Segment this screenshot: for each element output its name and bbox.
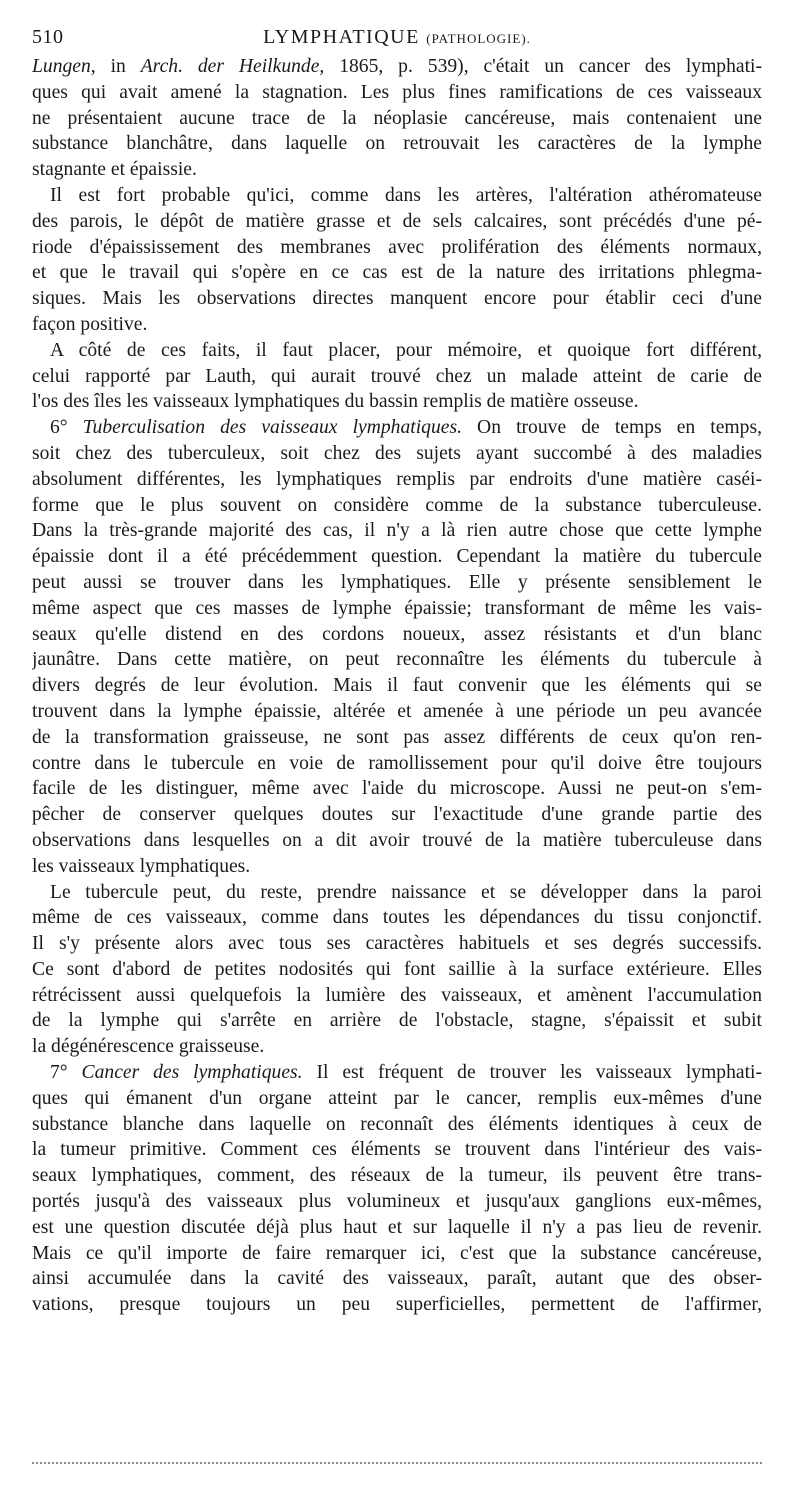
text-run: l'os des îles les vaisseaux lymphatiques du bassin remplis de matière osseuse. [32, 391, 639, 413]
text-line [32, 1189, 762, 1215]
text-line [32, 1292, 762, 1318]
text-line [32, 338, 762, 364]
text-line [32, 54, 762, 80]
running-head [32, 18, 762, 54]
text-line [32, 106, 762, 132]
text-line [32, 1215, 762, 1241]
text-run: ques qui avait amené la stagnation. Les plus fines ramifications de ces vaisseaux [32, 81, 762, 103]
text-run: Dans la très-grande majorité des cas, il n'y a là rien autre chose que cette lymphe [32, 520, 762, 542]
text-run: vations, presque toujours un peu superficielles, permettent de l'affirmer, [32, 1294, 762, 1316]
text-line [32, 312, 762, 338]
text-run: les vaisseaux lymphatiques. [32, 855, 251, 877]
text-run: 6° [50, 417, 83, 439]
text-line [32, 1137, 762, 1163]
header-title: LYMPHATIQUE [263, 26, 420, 48]
text-run: ne présentaient aucune trace de la néoplasie cancéreuse, mais contenaient une [32, 107, 762, 129]
text-run: seaux qu'elle distend en des cordons noueux, assez résistants et d'un blanc [32, 623, 762, 645]
text-line [32, 905, 762, 931]
text-run: siques. Mais les observations directes manquent encore pour établir ceci d'une [32, 288, 762, 310]
text-line [32, 364, 762, 390]
text-line [32, 209, 762, 235]
text-run: Ce sont d'abord de petites nodosités qui font saillie à la surface extérieure. Elles [32, 958, 762, 980]
text-run: celui rapporté par Lauth, qui aurait trouvé chez un malade atteint de carie de [32, 365, 762, 387]
text-run: , in [90, 56, 141, 77]
text-line [32, 647, 762, 673]
page-number: 510 [32, 26, 64, 48]
page-header-title [32, 26, 762, 49]
text-run: et que le travail qui s'opère en ce cas est de la nature des irritations phlegma- [32, 262, 762, 284]
text-line [32, 157, 762, 183]
text-run: soit chez des tuberculeux, soit chez des sujets ayant succombé à des maladies [32, 442, 762, 464]
text-run: ques qui émanent d'un organe atteint par le cancer, remplis eux-mêmes d'une [32, 1087, 762, 1109]
text-run: seaux lymphatiques, comment, des réseaux de la tumeur, ils peuvent être trans- [32, 1165, 762, 1187]
text-line [32, 493, 762, 519]
text-run: riode d'épaississement des membranes avec prolifération des éléments normaux, [32, 236, 762, 258]
text-line [32, 983, 762, 1009]
text-line [32, 622, 762, 648]
header-subtitle: (PATHOLOGIE). [426, 31, 531, 46]
text-line [32, 776, 762, 802]
text-line [32, 570, 762, 596]
text-line [32, 957, 762, 983]
text-run: la tumeur primitive. Comment ces éléments se trouvent dans l'intérieur des vais- [32, 1139, 762, 1161]
text-run: ainsi accumulée dans la cavité des vaisseaux, paraît, autant que des obser- [32, 1268, 762, 1290]
text-run: de la lymphe qui s'arrête en arrière de l'obstacle, stagne, s'épaissit et subit [32, 1010, 762, 1032]
text-run: pêcher de conserver quelques doutes sur l'exactitude d'une grande partie des [32, 804, 762, 826]
text-run: absolument différentes, les lymphatiques remplis par endroits d'une matière caséi- [32, 468, 762, 490]
text-run: même aspect que ces masses de lymphe épaissie; transformant de même les vais- [32, 597, 762, 619]
document-page [32, 18, 762, 1318]
text-line [32, 467, 762, 493]
text-line [32, 441, 762, 467]
text-line [32, 699, 762, 725]
text-run: trouvent dans la lymphe épaissie, altérée et amenée à une période un peu avancée [32, 700, 762, 722]
text-run: 7° [50, 1062, 82, 1084]
text-line [32, 802, 762, 828]
text-line [32, 518, 762, 544]
footer-rule [32, 1462, 762, 1464]
text-run: Il s'y présente alors avec tous ses caractères habituels et ses degrés successifs. [32, 933, 762, 955]
text-line [32, 1008, 762, 1034]
text-run: Mais ce qu'il importe de faire remarquer ici, c'est que la substance cancéreuse, [32, 1242, 762, 1264]
text-run: jaunâtre. Dans cette matière, on peut reconnaître les éléments du tubercule à [32, 649, 762, 671]
text-run: divers degrés de leur évolution. Mais il faut convenir que les éléments qui se [32, 675, 762, 697]
text-run: Le tubercule peut, du reste, prendre naissance et se développer dans la paroi [50, 881, 762, 903]
text-run: est une question discutée déjà plus haut et sur laquelle il n'y a pas lieu de revenir. [32, 1216, 762, 1238]
text-line [32, 1112, 762, 1138]
text-line [32, 880, 762, 906]
text-line [32, 1086, 762, 1112]
text-line [32, 1266, 762, 1292]
text-run: même de ces vaisseaux, comme dans toutes les dépendances du tissu conjonctif. [32, 907, 762, 929]
text-run: portés jusqu'à des vaisseaux plus volumineux et jusqu'aux ganglions eux-mêmes, [32, 1191, 762, 1213]
text-run: substance blanchâtre, dans laquelle on retrouvait les caractères de la lymphe [32, 133, 762, 155]
text-run: forme que le plus souvent on considère comme de la substance tuberculeuse. [32, 494, 762, 516]
text-line [32, 828, 762, 854]
text-line [32, 286, 762, 312]
text-run: On trouve de temps en temps, [461, 417, 762, 439]
italic-text: Lungen [32, 56, 91, 77]
italic-text: Arch. der Heilkunde, [140, 56, 325, 77]
text-run: substance blanche dans laquelle on reconnaît des éléments identiques à ceux de [32, 1113, 762, 1135]
text-line [32, 544, 762, 570]
text-run: Il est fort probable qu'ici, comme dans les artères, l'altération athéromateuse [50, 184, 762, 206]
text-run: observations dans lesquelles on a dit avoir trouvé de la matière tuberculeuse dans [32, 829, 762, 851]
text-line [32, 725, 762, 751]
text-line [32, 1060, 762, 1086]
text-line [32, 1241, 762, 1267]
text-line [32, 854, 762, 880]
text-line [32, 80, 762, 106]
text-run: facile de les distinguer, même avec l'aide du microscope. Aussi ne peut-on s'em- [32, 778, 762, 800]
text-run: des parois, le dépôt de matière grasse et de sels calcaires, sont précédés d'une pé- [32, 210, 762, 232]
text-run: A côté de ces faits, il faut placer, pour mémoire, et quoique fort différent, [50, 339, 762, 361]
text-line [32, 1034, 762, 1060]
text-run: de la transformation graisseuse, ne sont pas assez différents de ceux qu'on ren- [32, 726, 762, 748]
text-line [32, 596, 762, 622]
text-line [32, 131, 762, 157]
text-line [32, 931, 762, 957]
text-run: la dégénérescence graisseuse. [32, 1036, 265, 1058]
text-run: rétrécissent aussi quelquefois la lumière des vaisseaux, et amènent l'accumulation [32, 984, 762, 1006]
text-run: 1865, p. 539), c'était un cancer des lymphati- [324, 56, 762, 77]
text-run: stagnante et épaissie. [32, 159, 197, 181]
text-line [32, 673, 762, 699]
text-line [32, 183, 762, 209]
text-run: façon positive. [32, 313, 148, 335]
text-run: Il est fréquent de trouver les vaisseaux lymphati- [302, 1062, 762, 1084]
text-line [32, 389, 762, 415]
text-run: épaissie dont il a été précédemment question. Cependant la matière du tubercule [32, 546, 762, 568]
text-line [32, 1163, 762, 1189]
text-line [32, 415, 762, 441]
text-run: peut aussi se trouver dans les lymphatiques. Elle y présente sensiblement le [32, 571, 762, 593]
body-text [32, 54, 762, 1318]
text-line [32, 235, 762, 261]
text-line [32, 751, 762, 777]
text-line [32, 260, 762, 286]
text-run: contre dans le tubercule en voie de ramollissement pour qu'il doive être toujours [32, 752, 762, 774]
italic-text: Cancer des lymphatiques. [81, 1062, 303, 1084]
italic-text: Tuberculisation des vaisseaux lymphatiques. [82, 417, 462, 439]
